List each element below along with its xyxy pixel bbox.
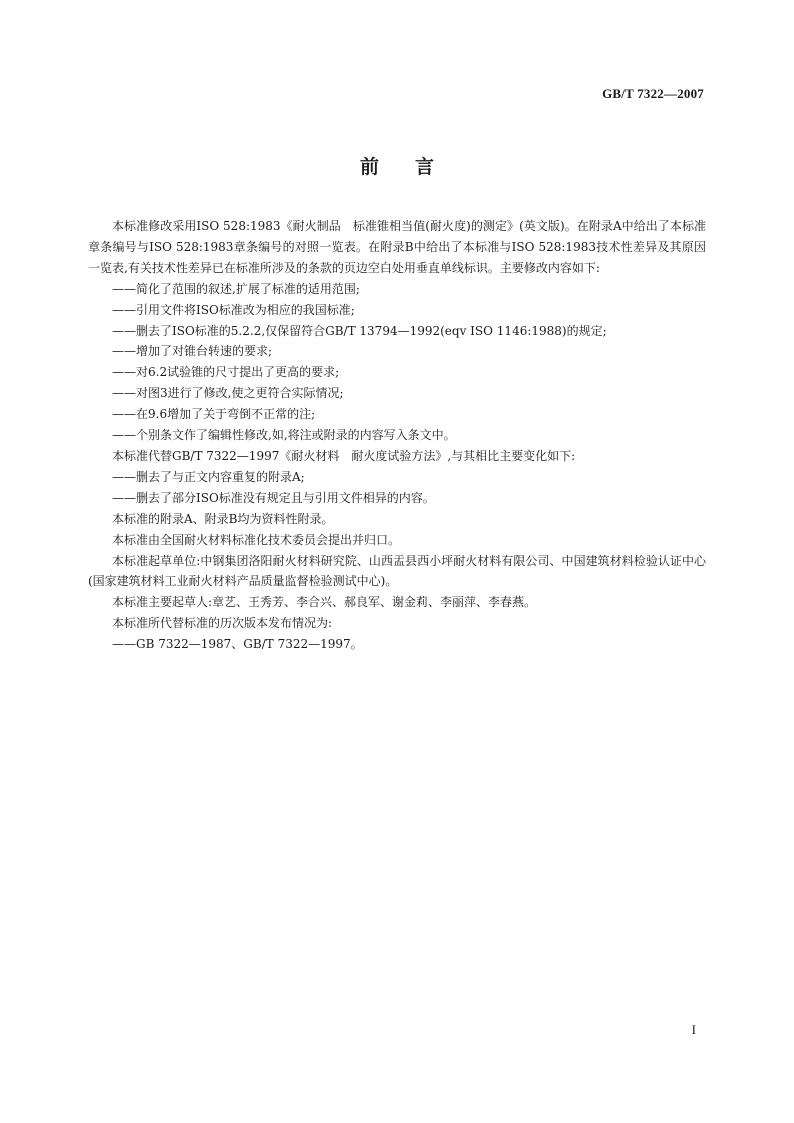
paragraph: 本标准的附录A、附录B均为资料性附录。 [112,511,334,526]
list-item: ——增加了对锥台转速的要求; [112,344,273,359]
page-number: I [691,1022,696,1037]
list-item: ——对图3进行了修改,使之更符合实际情况; [112,386,344,401]
paragraph: 本标准代替GB/T 7322—1997《耐火材料 耐火度试验方法》,与其相比主要变化如下: [112,448,576,463]
list-item: ——引用文件将ISO标准改为相应的我国标准; [112,302,355,317]
list-item: ——个别条文作了编辑性修改,如,将注或附录的内容写入条文中。 [112,428,456,443]
list-item: ——简化了范围的叙述,扩展了标准的适用范围; [112,281,360,296]
paragraph: 本标准起草单位:中钢集团洛阳耐火材料研究院、山西盂县西小坪耐火材料有限公司、中国建筑材料检验认证中心(国家建筑材料工业耐火材料产品质量监督检验测试中心)。 [88,553,706,589]
paragraph: 本标准由全国耐火材料标准化技术委员会提出并归口。 [112,532,401,547]
list-item: ——在9.6增加了关于弯倒不正常的注; [112,407,316,422]
page-title: 前言 [359,156,470,178]
list-item: ——删去了与正文内容重复的附录A; [112,469,305,484]
paragraph: 本标准主要起草人:章艺、王秀芳、李合兴、郝良军、谢金莉、李丽萍、李春燕。 [112,595,537,610]
list-item: ——对6.2试验锥的尺寸提出了更高的要求; [112,365,340,380]
foreword-body [88,216,706,655]
list-item: ——GB 7322—1987、GB/T 7322—1997。 [112,637,363,652]
standard-number: GB/T 7322—2007 [602,86,704,101]
paragraph: 本标准所代替标准的历次版本发布情况为: [112,616,333,631]
list-item: ——删去了部分ISO标准没有规定且与引用文件相异的内容。 [112,490,435,505]
paragraph: 本标准修改采用ISO 528:1983《耐火制品 标准锥相当值(耐火度)的测定》(英文版)。在附录A中给出了本标准章条编号与ISO 528:1983章条编号的对照一览表。在附录B中给出了本标准与ISO 528:1983技术性差异及其原因一览表,有关技术性差异已在标准所涉及的条款的页边空白处用垂直单线标识。主要修改内容如下: [88,219,706,275]
list-item: ——删去了ISO标准的5.2.2,仅保留符合GB/T 13794—1992(eqv ISO 1146:1988)的规定; [112,323,607,338]
